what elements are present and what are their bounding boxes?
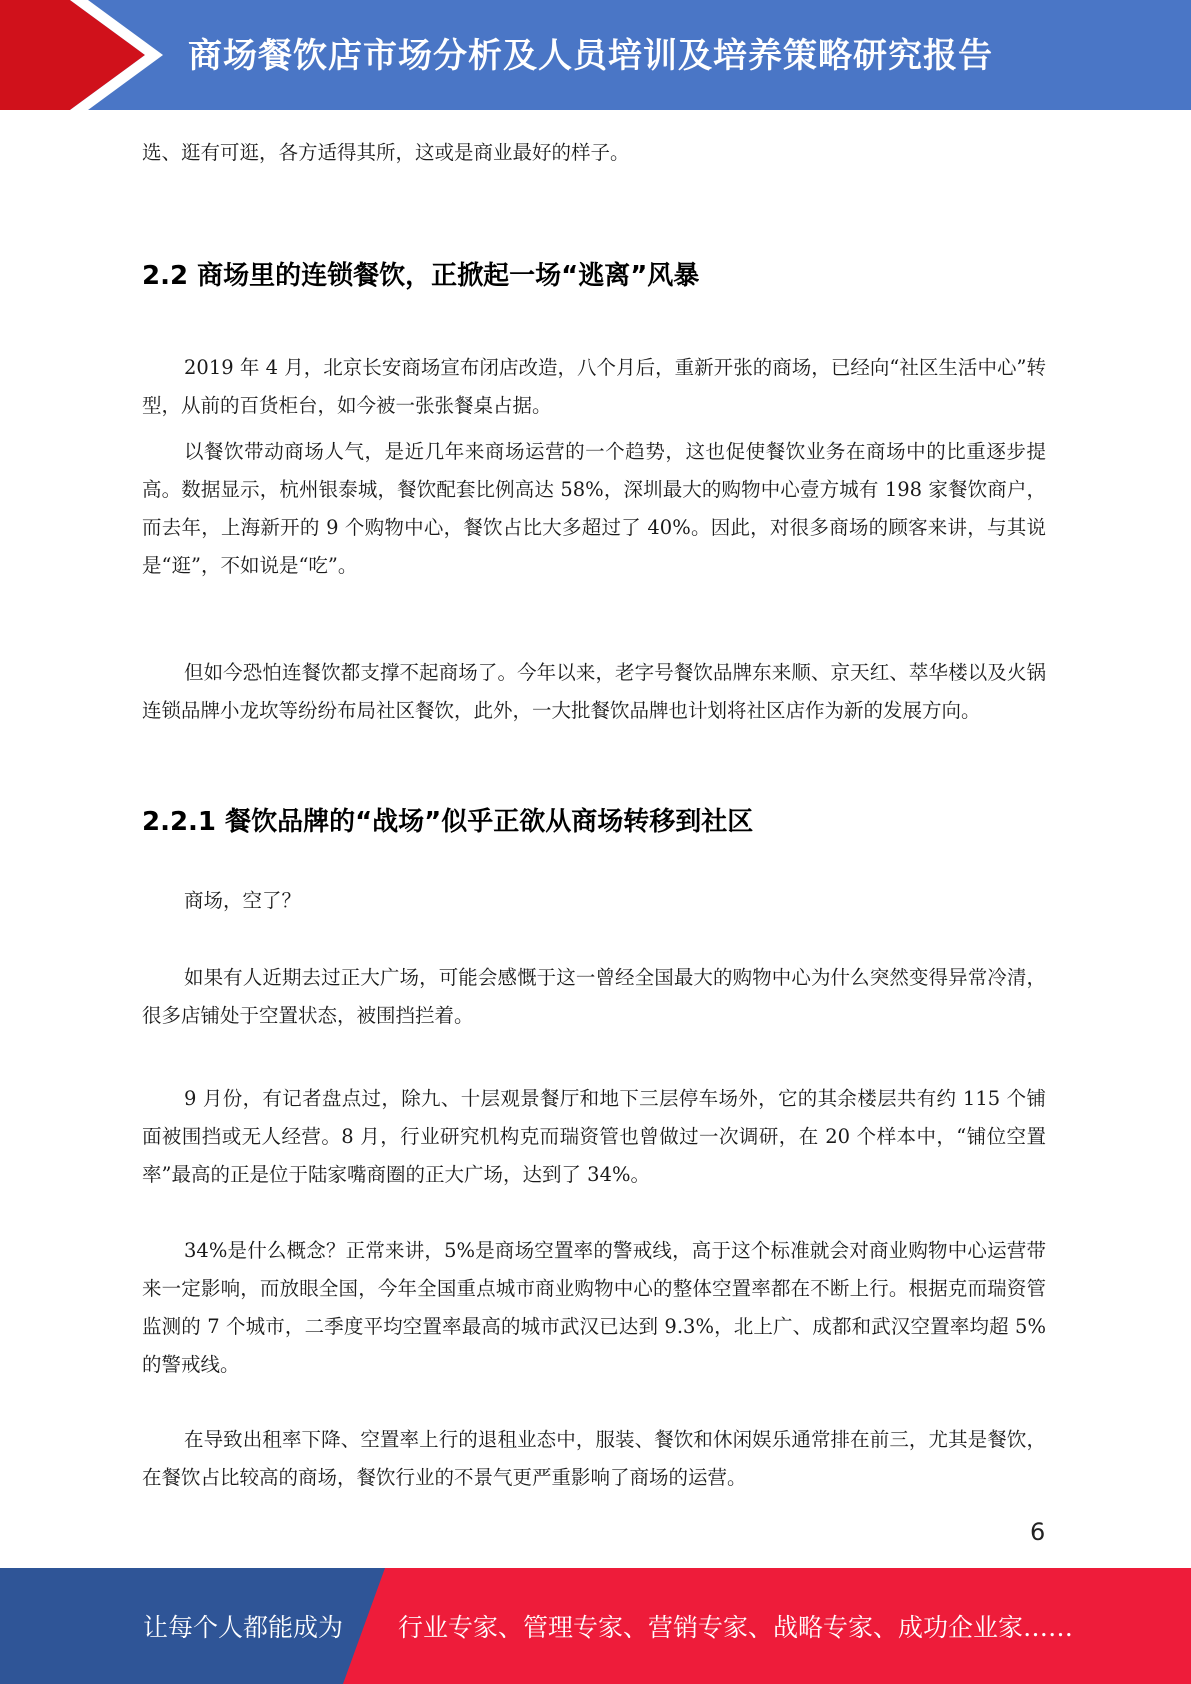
- paragraph-continued: 选、逛有可逛，各方适得其所，这或是商业最好的样子。: [142, 141, 630, 164]
- page-number: 6: [1030, 1518, 1046, 1546]
- paragraph-5: 如果有人近期去过正大广场，可能会感慨于这一曾经全国最大的购物中心为什么突然变得异常冷清，很多店铺处于空置状态，被围挡拦着。: [142, 966, 1046, 1027]
- paragraph-8: 在导致出租率下降、空置率上行的退租业态中，服装、餐饮和休闲娱乐通常排在前三，尤其是餐饮，在餐饮占比较高的商场，餐饮行业的不景气更严重影响了商场的运营。: [142, 1428, 1046, 1489]
- page-footer: [0, 1568, 1191, 1684]
- paragraph-6: 9 月份，有记者盘点过，除九、十层观景餐厅和地下三层停车场外，它的其余楼层共有约 115 个铺面被围挡或无人经营。8 月，行业研究机构克而瑞资管也曾做过一次调研，在 20 个样本中，“铺位空置率”最高的正是位于陆家嘴商圈的正大广场，达到了 34%。: [142, 1087, 1046, 1186]
- section-heading-2-2: 2.2 商场里的连锁餐饮，正掀起一场“逃离”风暴: [142, 261, 700, 291]
- page-header: [0, 0, 1191, 110]
- paragraph-2: 以餐饮带动商场人气，是近几年来商场运营的一个趋势，这也促使餐饮业务在商场中的比重逐步提高。数据显示，杭州银泰城，餐饮配套比例高达 58%，深圳最大的购物中心壹方城有 198 家餐饮商户，而去年，上海新开的 9 个购物中心，餐饮占比大多超过了 40%。因此，对很多商场的顾客来讲，与其说是“逛”，不如说是“吃”。: [142, 440, 1046, 577]
- paragraph-3: 但如今恐怕连餐饮都支撑不起商场了。今年以来，老字号餐饮品牌东来顺、京天红、萃华楼以及火锅连锁品牌小龙坎等纷纷布局社区餐饮，此外，一大批餐饮品牌也计划将社区店作为新的发展方向。: [142, 661, 1046, 722]
- footer-slogan-right: 行业专家、管理专家、营销专家、战略专家、成功企业家……: [398, 1613, 1074, 1642]
- paragraph-4: 商场，空了？: [184, 889, 302, 912]
- report-title: 商场餐饮店市场分析及人员培训及培养策略研究报告: [188, 36, 993, 76]
- footer-slogan-left: 让每个人都能成为: [143, 1613, 344, 1642]
- paragraph-1: 2019 年 4 月，北京长安商场宣布闭店改造，八个月后，重新开张的商场，已经向“社区生活中心”转型，从前的百货柜台，如今被一张张餐桌占据。: [142, 356, 1046, 417]
- paragraph-7: 34%是什么概念？正常来讲，5%是商场空置率的警戒线，高于这个标准就会对商业购物中心运营带来一定影响，而放眼全国，今年全国重点城市商业购物中心的整体空置率都在不断上行。根据克而瑞资管监测的 7 个城市，二季度平均空置率最高的城市武汉已达到 9.3%，北上广、成都和武汉空置率均超 5%的警戒线。: [142, 1239, 1046, 1376]
- section-heading-2-2-1: 2.2.1 餐饮品牌的“战场”似乎正欲从商场转移到社区: [142, 807, 754, 837]
